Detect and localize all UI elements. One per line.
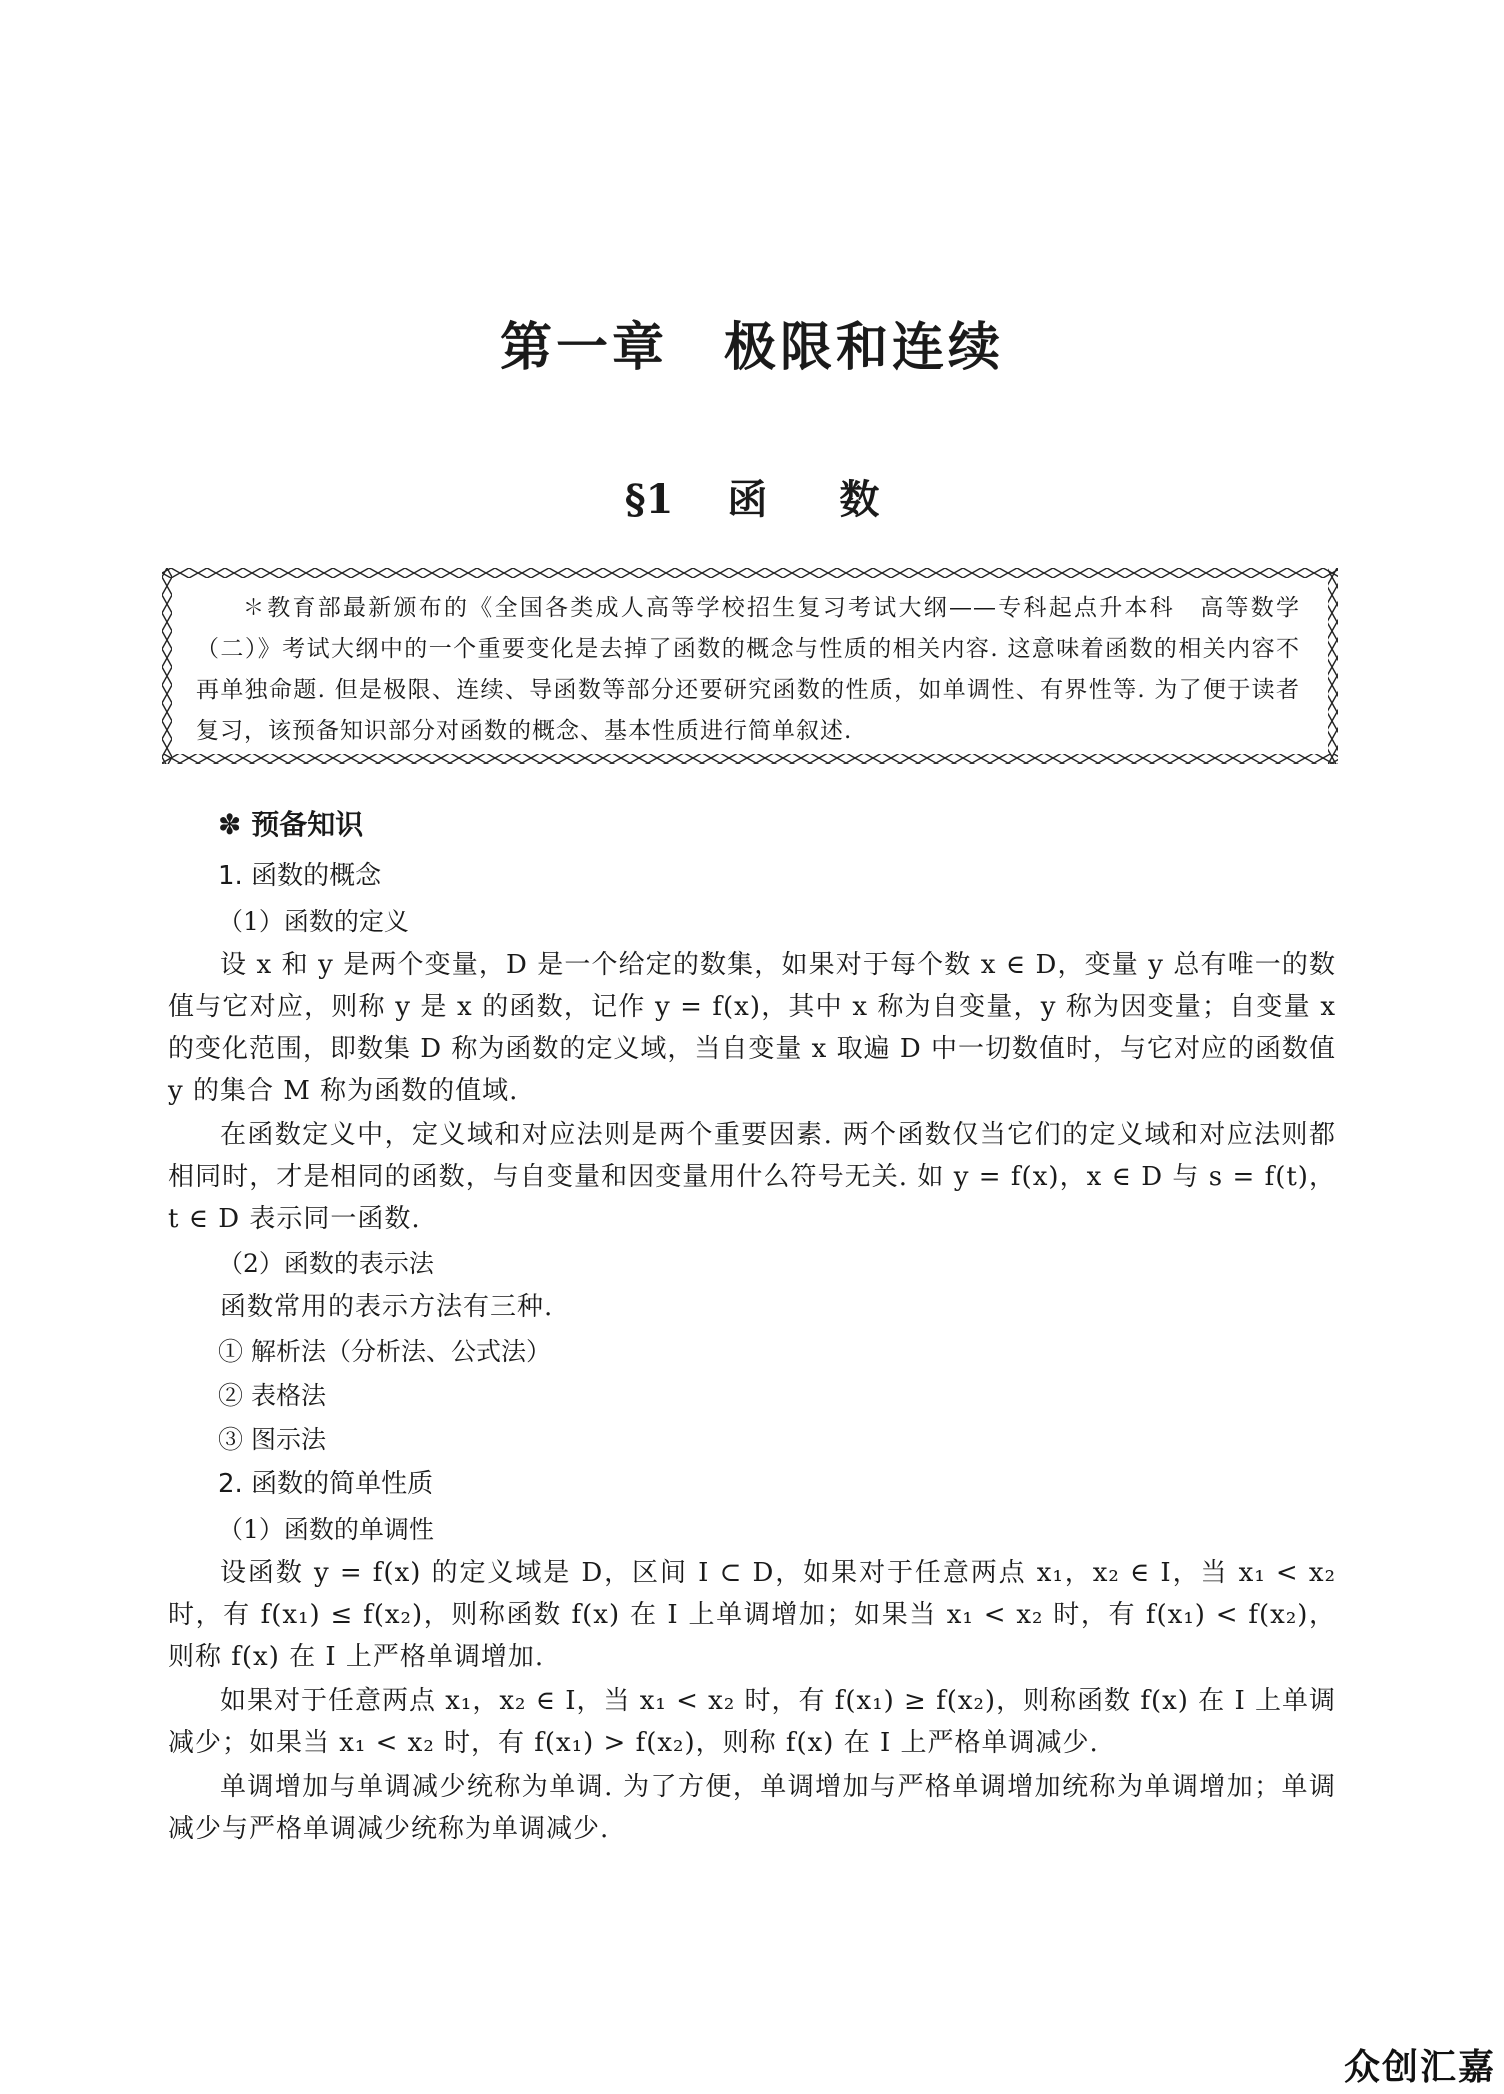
list-item-graph: ③ 图示法 [218,1425,326,1454]
paragraph-methods: 函数常用的表示方法有三种. [220,1292,554,1322]
section-title [0,468,1504,525]
subheading-representation: （2）函数的表示法 [218,1249,434,1278]
paragraph-increasing: 设函数 y = f(x) 的定义域是 D，区间 I ⊂ D，如果对于任意两点 x₁，x₂ ∈ I，当 x₁ < x₂ 时，有 f(x₁) ≤ f(x₂)，则称函数 f(x) 在 I 上单调增加；如果当 x₁ < x₂ 时，有 f(x₁) < f(x₂)，则称 f(x) 在 I 上严格单调增加. [168,1558,1336,1672]
note-box-text: ✽教育部最新颁布的《全国各类成人高等学校招生复习考试大纲——专科起点升本科 高等数学（二）》考试大纲中的一个重要变化是去掉了函数的概念与性质的相关内容. 这意味着函数的相关内容不再单独命题. 但是极限、连续、导函数等部分还要研究函数的性质，如单调性、有界性等. 为了便于读者复习，该预备知识部分对函数的概念、基本性质进行简单叙述. [196,595,1300,744]
subheading-definition: （1）函数的定义 [218,907,409,936]
main-content [168,802,1336,1852]
chapter-title [0,305,1504,380]
chapter-name: 极限和连续 [724,318,1005,378]
note-box [162,568,1338,764]
heading-prep: ✽ 预备知识 [218,808,364,841]
subheading-monotonicity: （1）函数的单调性 [218,1515,434,1544]
paragraph-definition: 设 x 和 y 是两个变量，D 是一个给定的数集，如果对于每个数 x ∈ D，变量 y 总有唯一的数值与它对应，则称 y 是 x 的函数，记作 y = f(x)，其中 x 称为自变量，y 称为因变量；自变量 x 的变化范围，即数集 D 称为函数的定义域，当自变量 x 取遍 D 中一切数值时，与它对应的函数值 y 的集合 M 称为函数的值域. [168,950,1336,1106]
paragraph-decreasing: 如果对于任意两点 x₁，x₂ ∈ I，当 x₁ < x₂ 时，有 f(x₁) ≥ f(x₂)，则称函数 f(x) 在 I 上单调减少；如果当 x₁ < x₂ 时，有 f(x₁) > f(x₂)，则称 f(x) 在 I 上严格单调减少. [168,1686,1336,1758]
section-title-char-2: 数 [839,476,880,523]
section-number: §1 [624,476,674,523]
chapter-number: 第一章 [499,318,668,378]
list-item-table: ② 表格法 [218,1381,326,1410]
watermark-text: 众创汇嘉 [1343,2047,1496,2088]
paragraph-monotone: 单调增加与单调减少统称为单调. 为了方便，单调增加与严格单调增加统称为单调增加；单调减少与严格单调减少统称为单调减少. [168,1772,1336,1844]
paragraph-elements: 在函数定义中，定义域和对应法则是两个重要因素. 两个函数仅当它们的定义域和对应法则都相同时，才是相同的函数，与自变量和因变量用什么符号无关. 如 y = f(x)，x ∈ D 与 s = f(t)，t ∈ D 表示同一函数. [168,1120,1336,1234]
heading-function-concept: 1. 函数的概念 [218,861,382,891]
section-title-char-1: 函 [727,476,768,523]
list-item-analytic: ① 解析法（分析法、公式法） [218,1337,551,1366]
heading-simple-properties: 2. 函数的简单性质 [218,1469,434,1499]
